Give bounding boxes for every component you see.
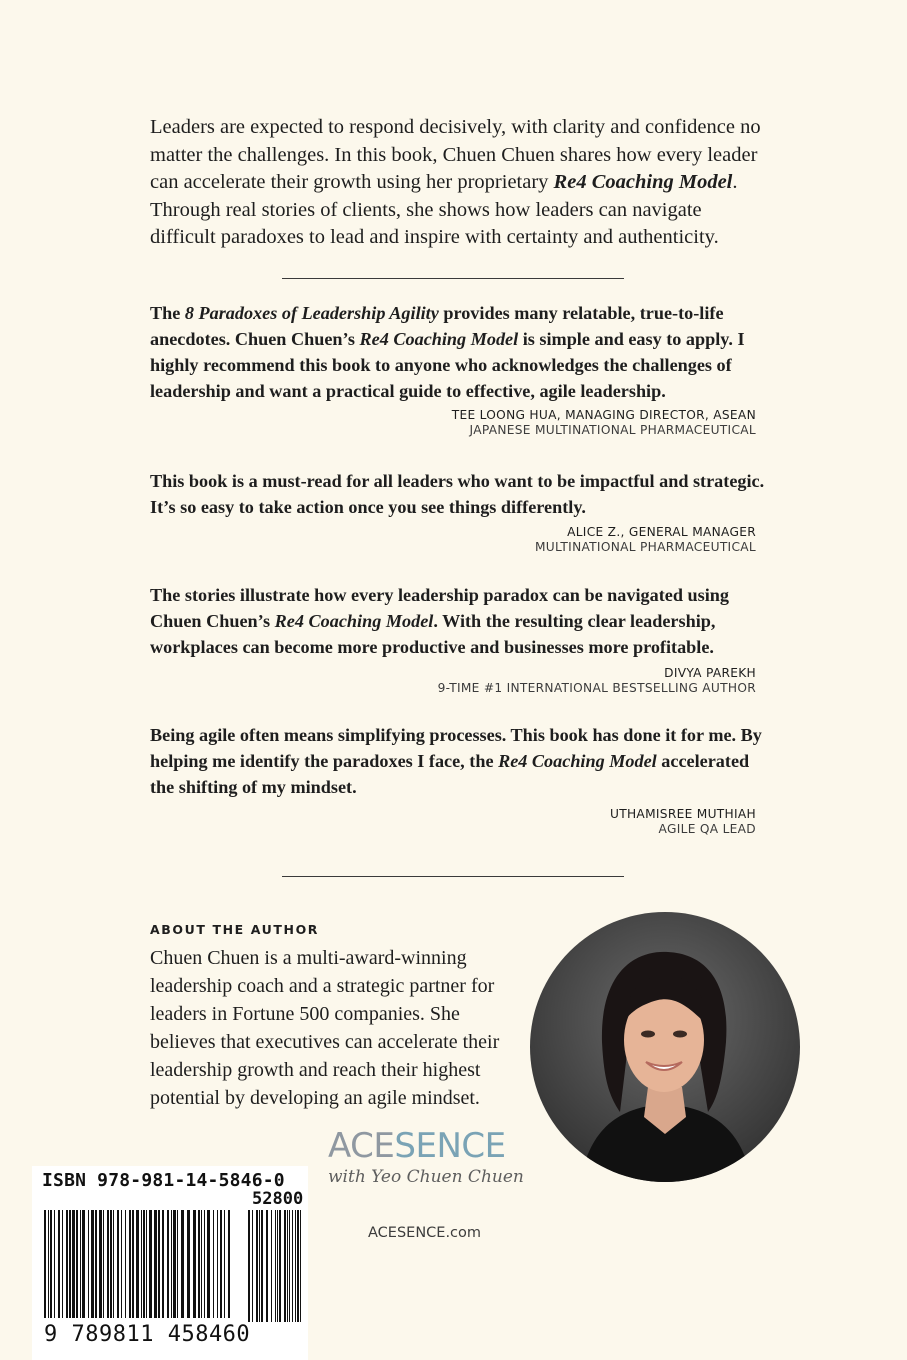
barcode-number: 9 789811 458460 [44, 1322, 251, 1347]
testimonial-role: 9-TIME #1 INTERNATIONAL BESTSELLING AUTHOR [437, 681, 756, 695]
blurb-paragraph [150, 114, 770, 252]
logo-tagline: with Yeo Chuen Chuen [328, 1167, 524, 1187]
blurb-model-name: Re4 Coaching Model [553, 171, 733, 193]
testimonial-3 [150, 582, 766, 696]
testimonial-text: The 8 Paradoxes of Leadership Agility provides many relatable, true-to-life anecdotes. Chuen Chuen’s Re4 Coaching Model is simple and easy to apply. I highly recommend this book to anyone who acknowledges the challenges of leadership and want a practical guide to effective, agile leadership. [150, 303, 745, 401]
blurb-text-start: Leaders are expected to respond decisively, with clarity and confidence no matter the challenges. In this book, Chuen Chuen shares how every leader can accelerate their growth using her proprietary [150, 116, 761, 193]
acesence-logo [328, 1126, 528, 1188]
testimonial-1 [150, 300, 766, 438]
testimonial-author: ALICE Z., GENERAL MANAGER [567, 525, 756, 539]
logo-wordmark: ACESENCE [328, 1126, 506, 1166]
website-url: ACESENCE.com [368, 1225, 482, 1241]
testimonial-role: JAPANESE MULTINATIONAL PHARMACEUTICAL [469, 423, 756, 437]
testimonial-4 [150, 722, 766, 837]
blurb-text-end: . Through real stories of clients, she shows how leaders can navigate difficult paradoxes to lead and inspire with certainty and authenticity. [150, 171, 738, 248]
isbn-label: ISBN 978-981-14-5846-0 [42, 1170, 285, 1191]
testimonial-text: The stories illustrate how every leadership paradox can be navigated using Chuen Chuen’s Re4 Coaching Model. With the resulting clear leadership, workplaces can become more productive and businesses more profitable. [150, 585, 729, 657]
testimonial-author: TEE LOONG HUA, MANAGING DIRECTOR, ASEAN [451, 408, 756, 422]
testimonial-author: UTHAMISREE MUTHIAH [610, 807, 756, 821]
divider-top [282, 278, 624, 279]
testimonial-role: MULTINATIONAL PHARMACEUTICAL [534, 540, 756, 554]
testimonial-text: Being agile often means simplifying processes. This book has done it for me. By helping me identify the paradoxes I face, the Re4 Coaching Model accelerated the shifting of my mindset. [150, 725, 762, 797]
testimonial-author: DIVYA PAREKH [664, 666, 756, 680]
testimonial-role: AGILE QA LEAD [658, 822, 756, 836]
about-text: Chuen Chuen is a multi-award-winning leadership coach and a strategic partner for leaders in Fortune 500 companies. She believes that executives can accelerate their leadership growth and reach their highest potential by developing an agile mindset. [150, 947, 500, 1109]
testimonial-2 [150, 468, 766, 555]
barcode-bars [40, 1210, 304, 1322]
about-heading: ABOUT THE AUTHOR [150, 922, 320, 937]
divider-bottom [282, 876, 624, 877]
testimonial-text: This book is a must-read for all leaders who want to be impactful and strategic. It’s so easy to take action once you see things differently. [150, 471, 765, 517]
author-photo [530, 912, 800, 1182]
author-portrait-image [530, 912, 800, 1182]
price-code: 52800 [252, 1189, 304, 1209]
